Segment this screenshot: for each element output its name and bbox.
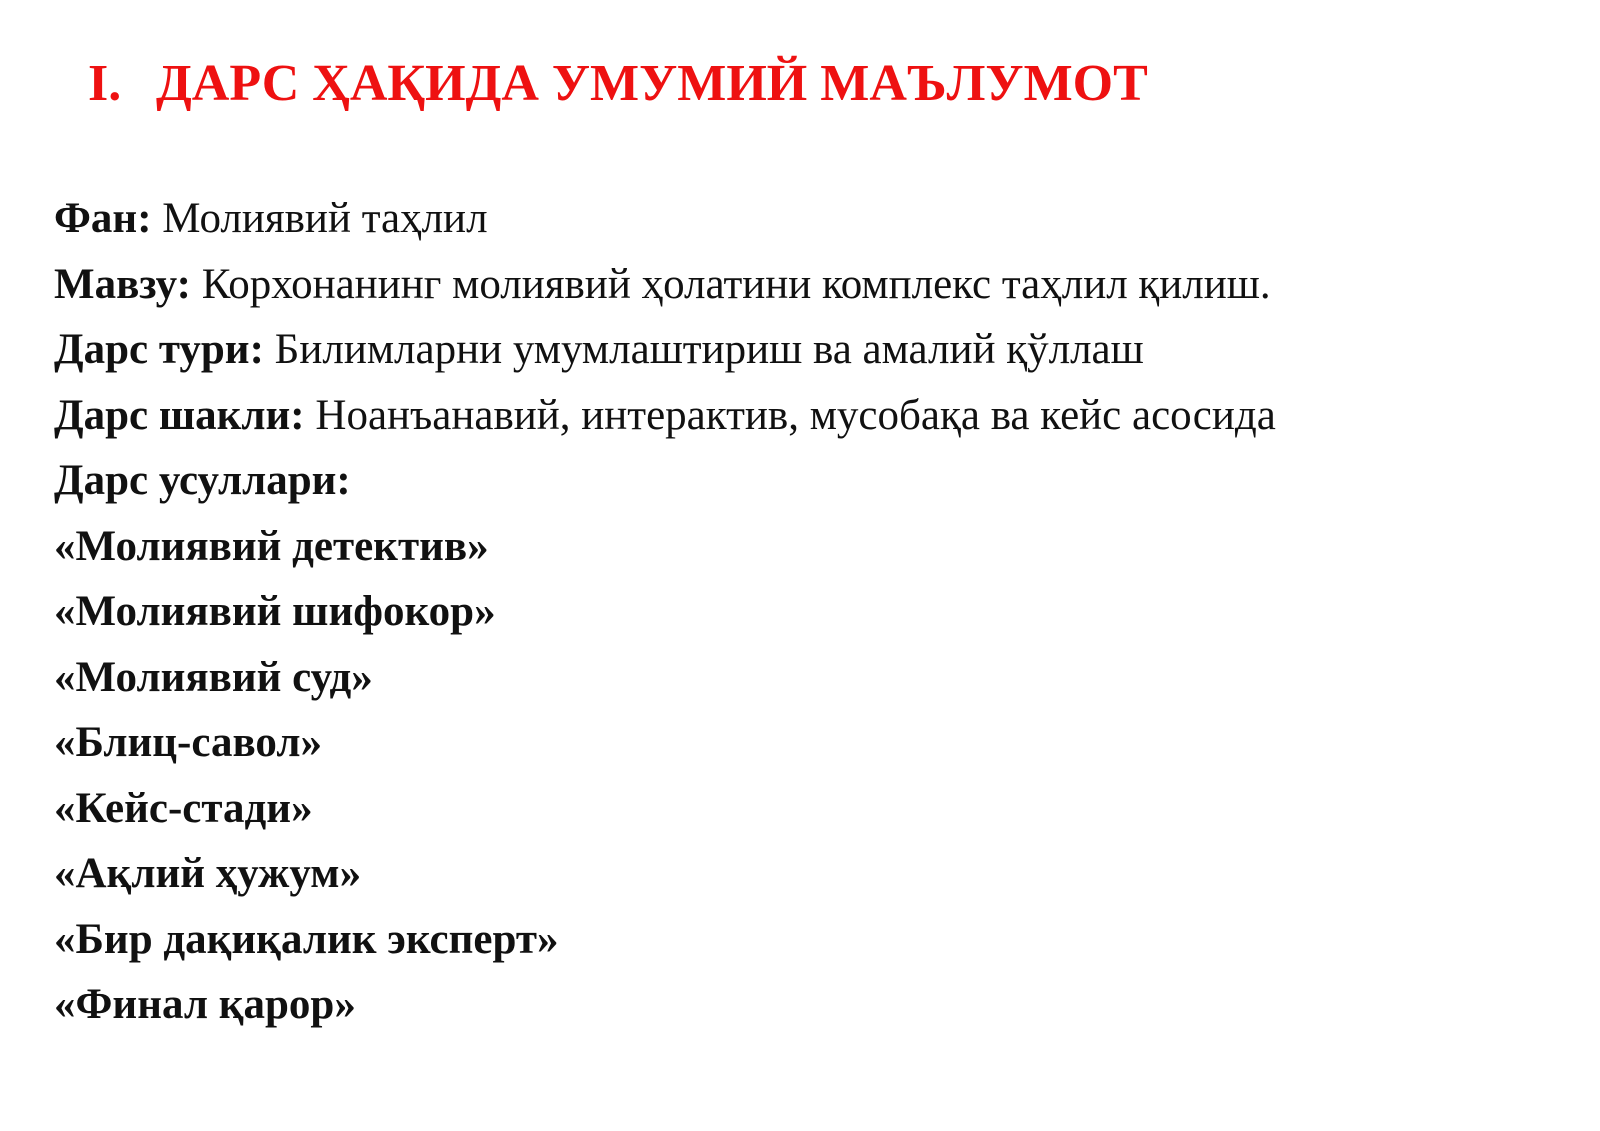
methods-label: Дарс усуллари:	[54, 457, 351, 504]
info-row-subject	[54, 186, 1574, 252]
lesson-info	[54, 186, 1574, 1038]
lesson-form-value: Ноанъанавий, интерактив, мусобақа ва кейс асосида	[315, 391, 1276, 439]
section-title: ДАРС ҲАҚИДА УМУМИЙ МАЪЛУМОТ	[156, 55, 1148, 112]
info-row-topic	[54, 252, 1574, 318]
topic-value: Корхонанинг молиявий ҳолатини комплекс таҳлил қилиш.	[201, 260, 1271, 308]
method-item: «Ақлий ҳужум»	[54, 850, 362, 897]
subject-label: Фан:	[54, 195, 152, 242]
info-row-lesson-type	[54, 317, 1574, 383]
method-item: «Финал қарор»	[54, 981, 356, 1028]
method-item: «Бир дақиқалик эксперт»	[54, 915, 559, 963]
section-number: I.	[88, 55, 122, 112]
lesson-form-label: Дарс шакли:	[54, 391, 305, 439]
method-item: «Молиявий суд»	[54, 653, 373, 701]
subject-value: Молиявий таҳлил	[162, 195, 488, 242]
method-item: «Блиц-савол»	[54, 719, 322, 766]
topic-label: Мавзу:	[54, 260, 191, 308]
lesson-type-value: Билимларни умумлаштириш ва амалий қўллаш	[274, 326, 1144, 373]
info-row-methods	[54, 448, 1574, 514]
section-heading	[88, 52, 1148, 116]
method-item: «Кейс-стади»	[54, 784, 313, 832]
method-item: «Молиявий детектив»	[54, 522, 489, 570]
method-item: «Молиявий шифокор»	[54, 588, 496, 635]
info-row-lesson-form	[54, 383, 1574, 449]
lesson-type-label: Дарс тури:	[54, 326, 264, 373]
